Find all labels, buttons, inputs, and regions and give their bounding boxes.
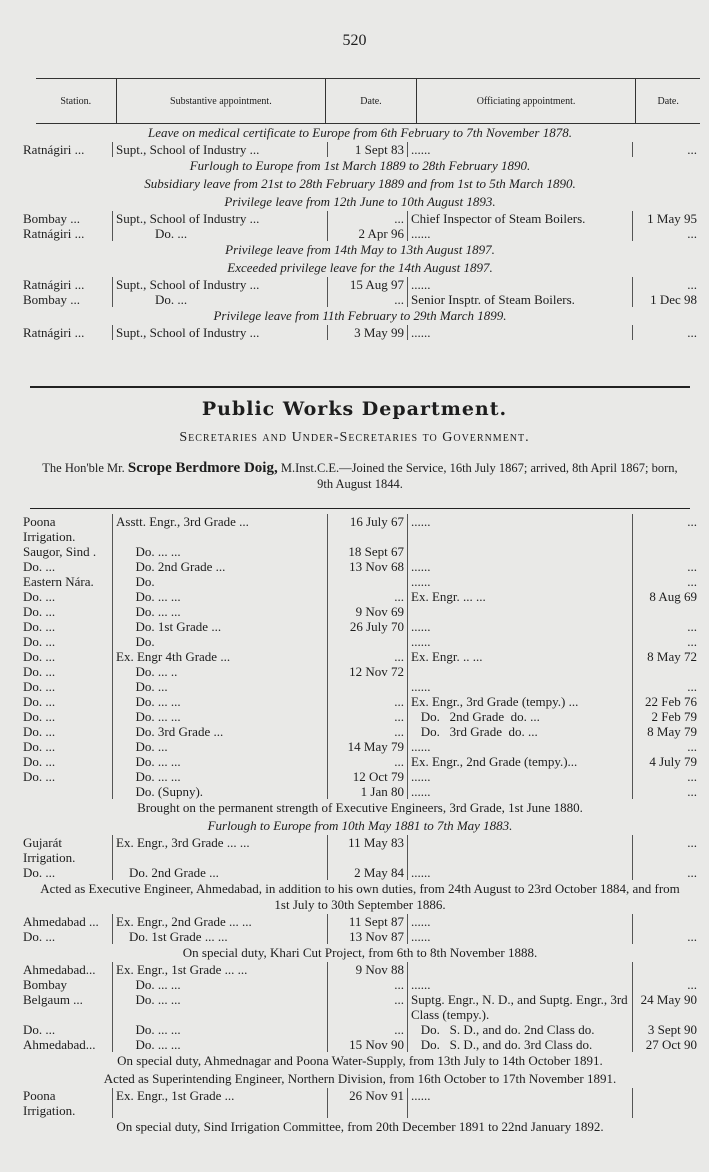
substantive-appointment-cell: Do. 3rd Grade ... — [112, 724, 327, 739]
officiating-date-cell: 8 May 72 — [632, 649, 700, 664]
service-note: Acted as Superintending Engineer, Northern Division, from 16th October to 17th November 1891. — [103, 1071, 617, 1086]
officiating-date-cell: ... — [632, 739, 700, 754]
officiating-appointment-cell: Ex. Engr., 2nd Grade (tempy.)... — [407, 754, 632, 769]
officiating-date-cell: ... — [632, 835, 700, 865]
officiating-appointment-cell — [407, 835, 632, 865]
substantive-appointment-cell: Do. 2nd Grade ... — [112, 865, 327, 880]
station-cell: Do. ... — [23, 679, 56, 694]
officiating-date-cell — [632, 914, 700, 929]
substantive-appointment-cell: Do. (Supny). — [112, 784, 327, 799]
officiating-date-cell: ... — [632, 784, 700, 799]
station-cell: Eastern Nára. — [23, 574, 94, 589]
divider — [30, 508, 690, 509]
table-row — [20, 835, 700, 865]
officiating-appointment-cell: ...... — [407, 325, 632, 340]
table-row — [20, 914, 700, 929]
page-number: 520 — [342, 32, 367, 49]
officiating-date-cell: ... — [632, 142, 700, 157]
officiating-appointment-cell: ...... — [407, 784, 632, 799]
table-row — [20, 865, 700, 880]
officiating-appointment-cell: Ex. Engr. .. ... — [407, 649, 632, 664]
date-cell: 2 May 84 — [327, 865, 407, 880]
station-cell: Do. ... — [23, 619, 56, 634]
station-cell: Do. ... — [23, 724, 56, 739]
department-title: Public Works Department. — [201, 398, 508, 420]
officiating-date-cell: ... — [632, 559, 700, 574]
station-cell: Do. ... — [23, 929, 56, 944]
table-row — [20, 649, 700, 664]
officiating-appointment-cell: ...... — [407, 634, 632, 649]
officiating-date-cell: 1 May 95 ... — [632, 211, 700, 241]
station-cell: Do. ... — [23, 649, 56, 664]
header-substantive: Substantive appointment. — [117, 79, 327, 123]
station-cell: Ahmedabad... — [23, 962, 96, 977]
table-row — [20, 604, 700, 619]
date-cell: 9 Nov 69 — [327, 604, 407, 619]
date-cell: 1 Sept 83 — [327, 142, 407, 157]
substantive-appointment-cell: Supt., School of Industry ... — [112, 325, 327, 340]
substantive-appointment-cell: Ex. Engr 4th Grade ... — [112, 649, 327, 664]
officiating-date-cell — [632, 604, 700, 619]
service-note: Privilege leave from 12th June to 10th August 1893. — [224, 194, 496, 209]
table-row — [20, 694, 700, 709]
officiating-date-cell: 24 May 90 — [632, 992, 700, 1022]
station-cell: Do. ... — [23, 664, 56, 679]
table-row — [20, 619, 700, 634]
substantive-appointment-cell: Do. 1st Grade ... — [112, 619, 327, 634]
officiating-date-cell: ... 1 Dec 98 — [632, 277, 700, 307]
station-cell: Do. ... — [23, 589, 56, 604]
officiating-appointment-cell: Do. S. D., and do. 2nd Class do. — [407, 1022, 632, 1037]
section-subheading: Secretaries and Under-Secretaries to Government. — [179, 430, 530, 445]
officiating-date-cell: ... — [632, 679, 700, 694]
table-row — [20, 1088, 700, 1118]
substantive-appointment-cell: Ex. Engr., 2nd Grade ... ... — [112, 914, 327, 929]
substantive-appointment-cell: Do. ... ... — [112, 604, 327, 619]
table-row — [20, 962, 700, 977]
date-cell: ... — [327, 709, 407, 724]
divider — [30, 386, 690, 388]
service-note: On special duty, Ahmednagar and Poona Water-Supply, from 13th July to 14th October 1891. — [117, 1053, 603, 1068]
date-cell: 26 Nov 91 — [327, 1088, 407, 1118]
service-note: Privilege leave from 14th May to 13th August 1897. — [225, 242, 495, 257]
officiating-date-cell: 27 Oct 90 — [632, 1037, 700, 1052]
officiating-appointment-cell: ...... — [407, 574, 632, 589]
substantive-appointment-cell: Do. — [112, 574, 327, 589]
station-cell: Do. ... — [23, 769, 56, 784]
substantive-appointment-cell: Do. ... ... — [112, 589, 327, 604]
station-cell: Belgaum ... — [23, 992, 83, 1007]
officiating-appointment-cell: Ex. Engr. ... ... — [407, 589, 632, 604]
officiating-appointment-cell: ...... — [407, 679, 632, 694]
station-cell — [20, 784, 112, 799]
substantive-appointment-cell: Do. ... ... — [112, 694, 327, 709]
substantive-appointment-cell: Do. ... ... — [112, 977, 327, 992]
service-note: Furlough to Europe from 1st March 1889 to 28th February 1890. — [189, 158, 531, 173]
officiating-date-cell — [632, 544, 700, 559]
officiating-appointment-cell: ...... — [407, 929, 632, 944]
station-cell: Do. ... — [23, 709, 56, 724]
service-note: Leave on medical certificate to Europe from 6th February to 7th November 1878. — [148, 125, 572, 140]
service-note: On special duty, Khari Cut Project, from 6th to 8th November 1888. — [182, 945, 538, 960]
date-cell: 9 Nov 88 — [327, 962, 407, 977]
date-cell: ... — [327, 649, 407, 664]
date-cell: 15 Nov 90 — [327, 1037, 407, 1052]
service-note: Furlough to Europe from 10th May 1881 to 7th May 1883. — [207, 818, 513, 833]
substantive-appointment-cell: Supt., School of Industry ... Do. ... — [112, 211, 327, 241]
officiating-appointment-cell: Chief Inspector of Steam Boilers. ...... — [407, 211, 632, 241]
officiating-date-cell: 8 Aug 69 — [632, 589, 700, 604]
date-cell: 26 July 70 — [327, 619, 407, 634]
substantive-appointment-cell: Do. ... ... — [112, 754, 327, 769]
substantive-appointment-cell: Do. ... ... — [112, 1022, 327, 1037]
date-cell: ... — [327, 724, 407, 739]
substantive-appointment-cell: Do. ... — [112, 739, 327, 754]
table-row — [20, 769, 700, 784]
table-row — [20, 724, 700, 739]
table-row — [20, 992, 700, 1022]
substantive-appointment-cell: Do. ... .. — [112, 664, 327, 679]
table-row — [20, 142, 700, 157]
column-header — [36, 78, 700, 124]
table-row — [20, 977, 700, 992]
header-station: Station. — [36, 79, 117, 123]
substantive-appointment-cell: Do. ... ... — [112, 769, 327, 784]
officiating-appointment-cell: Ex. Engr., 3rd Grade (tempy.) ... — [407, 694, 632, 709]
date-cell: ... — [327, 992, 407, 1022]
date-cell — [327, 574, 407, 589]
date-cell: 12 Oct 79 — [327, 769, 407, 784]
officiating-date-cell: ... — [632, 514, 700, 544]
table-row — [20, 739, 700, 754]
table-row — [20, 679, 700, 694]
station-cell: Do. ... — [23, 754, 56, 769]
officiating-date-cell: ... — [632, 574, 700, 589]
station-cell: Do. ... — [23, 559, 56, 574]
date-cell — [327, 679, 407, 694]
date-cell: 13 Nov 87 — [327, 929, 407, 944]
date-cell: ... — [327, 754, 407, 769]
table-row — [20, 664, 700, 679]
station-cell: Do. ... — [23, 1022, 56, 1037]
station-cell: Do. ... — [23, 739, 56, 754]
service-note: Acted as Executive Engineer, Ahmedabad, in addition to his own duties, from 24th August to 23rd October 1884, and from 1st July to 30th September 1886. — [40, 881, 680, 912]
officiating-appointment-cell: Do. 2nd Grade do. ... — [407, 709, 632, 724]
service-note: Brought on the permanent strength of Executive Engineers, 3rd Grade, 1st June 1880. — [137, 800, 583, 815]
table-row — [20, 211, 700, 241]
officiating-appointment-cell: ...... — [407, 142, 632, 157]
substantive-appointment-cell: Supt., School of Industry ... Do. ... — [112, 277, 327, 307]
date-cell: 13 Nov 68 — [327, 559, 407, 574]
date-cell: ... — [327, 977, 407, 992]
table-row — [20, 634, 700, 649]
officiating-date-cell: ... — [632, 634, 700, 649]
table-row — [20, 929, 700, 944]
substantive-appointment-cell: Do. ... ... — [112, 1037, 327, 1052]
table-row — [20, 754, 700, 769]
substantive-appointment-cell: Do. 2nd Grade ... — [112, 559, 327, 574]
officiating-appointment-cell — [407, 664, 632, 679]
officiating-date-cell: 4 July 79 — [632, 754, 700, 769]
table-row — [20, 574, 700, 589]
officiating-appointment-cell — [407, 962, 632, 977]
substantive-appointment-cell: Asstt. Engr., 3rd Grade ... — [112, 514, 327, 544]
date-cell: 14 May 79 — [327, 739, 407, 754]
officiating-date-cell: ... — [632, 929, 700, 944]
date-cell: ... 2 Apr 96 — [327, 211, 407, 241]
officiating-appointment-cell: Suptg. Engr., N. D., and Suptg. Engr., 3rd Class (tempy.). — [407, 992, 632, 1022]
table-row — [20, 514, 700, 544]
substantive-appointment-cell: Do. ... — [112, 679, 327, 694]
officiating-appointment-cell: ...... — [407, 739, 632, 754]
header-officiating: Officiating appointment. — [417, 79, 637, 123]
service-note: On special duty, Sind Irrigation Committee, from 20th December 1891 to 22nd January 1892. — [116, 1119, 604, 1134]
officiating-appointment-cell: ...... Senior Insptr. of Steam Boilers. — [407, 277, 632, 307]
date-cell: 16 July 67 — [327, 514, 407, 544]
substantive-appointment-cell: Do. — [112, 634, 327, 649]
station-cell: Ahmedabad ... — [23, 914, 99, 929]
substantive-appointment-cell: Ex. Engr., 3rd Grade ... ... — [112, 835, 327, 865]
station-cell: Bombay — [23, 977, 68, 992]
officiating-appointment-cell: Do. S. D., and do. 3rd Class do. — [407, 1037, 632, 1052]
service-record-2 — [20, 514, 700, 1136]
date-cell: 18 Sept 67 — [327, 544, 407, 559]
officiating-appointment-cell: ...... — [407, 865, 632, 880]
officiating-date-cell — [632, 962, 700, 977]
service-record-1 — [20, 124, 700, 340]
table-row — [20, 1037, 700, 1052]
table-row — [20, 784, 700, 799]
date-cell: 11 Sept 87 — [327, 914, 407, 929]
table-row — [20, 589, 700, 604]
station-cell: Ratnágiri ... Bombay ... — [23, 277, 85, 307]
officiating-appointment-cell: Do. 3rd Grade do. ... — [407, 724, 632, 739]
officiating-appointment-cell — [407, 604, 632, 619]
date-cell: 1 Jan 80 — [327, 784, 407, 799]
officiating-appointment-cell: ...... — [407, 514, 632, 544]
officiating-appointment-cell: ...... — [407, 619, 632, 634]
officer-details: M.Inst.C.E.—Joined the Service, 16th July 1867; arrived, 8th April 1867; born, 9th August 1844. — [280, 461, 678, 491]
table-row — [20, 277, 700, 307]
date-cell: ... — [327, 589, 407, 604]
date-cell: 12 Nov 72 — [327, 664, 407, 679]
date-cell: ... — [327, 1022, 407, 1037]
table-row — [20, 325, 700, 340]
station-cell: Do. ... — [23, 694, 56, 709]
station-cell: Poona Irrigation. — [23, 1088, 76, 1118]
officiating-appointment-cell: ...... — [407, 769, 632, 784]
station-cell: Do. ... — [23, 634, 56, 649]
officer-heading — [40, 460, 680, 492]
officiating-date-cell: 2 Feb 79 — [632, 709, 700, 724]
officiating-appointment-cell: ...... — [407, 559, 632, 574]
header-date-2: Date. — [657, 95, 679, 107]
officiating-appointment-cell: ...... — [407, 1088, 632, 1118]
officiating-date-cell: ... — [632, 865, 700, 880]
substantive-appointment-cell: Ex. Engr., 1st Grade ... — [112, 1088, 327, 1118]
header-date: Date. — [326, 79, 416, 123]
station-cell: Gujarát Irrigation. — [23, 835, 76, 865]
table-row — [20, 559, 700, 574]
officiating-date-cell: ... — [632, 325, 700, 340]
date-cell: 11 May 83 — [327, 835, 407, 865]
date-cell: ... — [327, 694, 407, 709]
station-cell: Ahmedabad... — [23, 1037, 96, 1052]
substantive-appointment-cell: Ex. Engr., 1st Grade ... ... — [112, 962, 327, 977]
officiating-date-cell — [632, 1088, 700, 1118]
officiating-appointment-cell — [407, 544, 632, 559]
officiating-date-cell: 22 Feb 76 — [632, 694, 700, 709]
substantive-appointment-cell: Do. ... ... — [112, 544, 327, 559]
service-note: Subsidiary leave from 21st to 28th February 1889 and from 1st to 5th March 1890. — [144, 176, 576, 191]
officiating-date-cell: 3 Sept 90 — [632, 1022, 700, 1037]
station-cell: Do. ... — [23, 865, 56, 880]
table-row — [20, 544, 700, 559]
officer-prefix: The Hon'ble Mr. — [42, 461, 125, 475]
officer-name: Scrope Berdmore Doig, — [127, 460, 278, 476]
date-cell: 3 May 99 — [327, 325, 407, 340]
officiating-date-cell: ... — [632, 977, 700, 992]
officiating-appointment-cell: ...... — [407, 914, 632, 929]
substantive-appointment-cell: Do. ... ... — [112, 992, 327, 1022]
officiating-date-cell: ... — [632, 619, 700, 634]
substantive-appointment-cell: Supt., School of Industry ... — [112, 142, 327, 157]
officiating-date-cell — [632, 664, 700, 679]
substantive-appointment-cell: Do. ... ... — [112, 709, 327, 724]
officiating-date-cell: ... — [632, 769, 700, 784]
table-row — [20, 709, 700, 724]
station-cell: Ratnágiri ... — [23, 142, 85, 157]
officiating-appointment-cell: ...... — [407, 977, 632, 992]
service-note: Privilege leave from 11th February to 29th March 1899. — [213, 308, 507, 323]
service-note: Exceeded privilege leave for the 14th August 1897. — [227, 260, 493, 275]
table-row — [20, 1022, 700, 1037]
station-cell: Poona Irrigation. — [23, 514, 76, 544]
date-cell — [327, 634, 407, 649]
station-cell: Saugor, Sind . — [23, 544, 97, 559]
station-cell: Bombay ... Ratnágiri ... — [23, 211, 85, 241]
station-cell: Do. ... — [23, 604, 56, 619]
substantive-appointment-cell: Do. 1st Grade ... ... — [112, 929, 327, 944]
station-cell: Ratnágiri ... — [23, 325, 85, 340]
officiating-date-cell: 8 May 79 — [632, 724, 700, 739]
date-cell: 15 Aug 97 ... — [327, 277, 407, 307]
